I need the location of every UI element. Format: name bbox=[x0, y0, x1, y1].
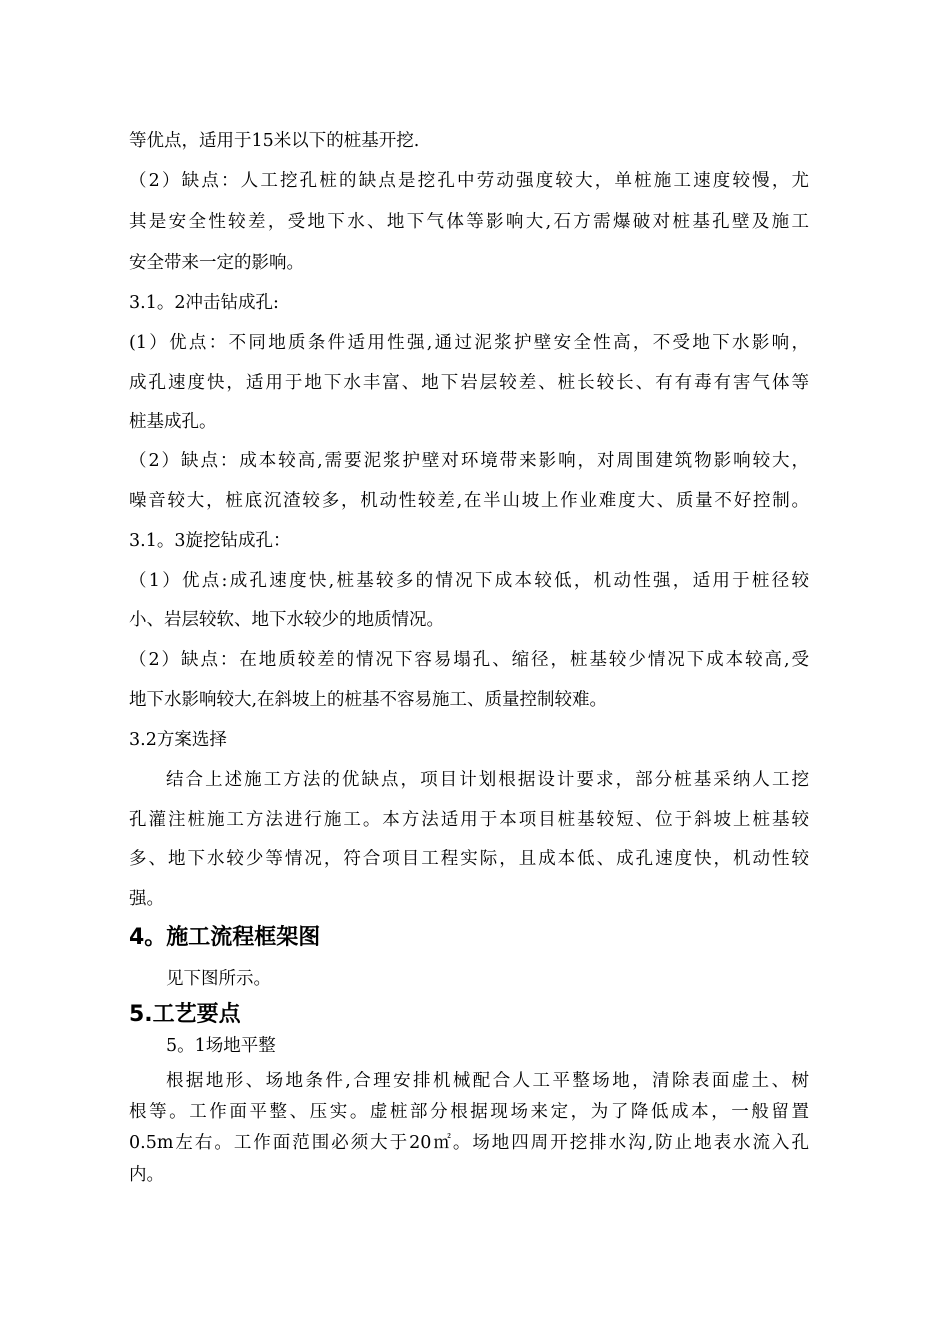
chapter-heading: 5.工艺要点 bbox=[129, 1002, 241, 1027]
paragraph-line: 桩基成孔。 bbox=[129, 412, 217, 432]
paragraph-line: 强。 bbox=[129, 889, 164, 909]
section-heading: 3.2方案选择 bbox=[129, 730, 227, 750]
paragraph-line: 成孔速度快，适用于地下水丰富、地下岩层较差、桩长较长、有有毒有害气体等 bbox=[129, 373, 809, 393]
paragraph-line: 孔灌注桩施工方法进行施工。本方法适用于本项目桩基较短、位于斜坡上桩基较 bbox=[129, 810, 809, 830]
paragraph-line: (1）优点：不同地质条件适用性强,通过泥浆护壁安全性高，不受地下水影响， bbox=[129, 333, 809, 353]
paragraph-line: 小、岩层较软、地下水较少的地质情况。 bbox=[129, 610, 444, 630]
paragraph-line: （2）缺点：人工挖孔桩的缺点是挖孔中劳动强度较大，单桩施工速度较慢，尤 bbox=[129, 171, 809, 191]
paragraph-line: 等优点，适用于15米以下的桩基开挖. bbox=[129, 131, 420, 151]
paragraph-line: 多、地下水较少等情况，符合项目工程实际，且成本低、成孔速度快，机动性较 bbox=[129, 849, 809, 869]
paragraph-line: 根等。工作面平整、压实。虚桩部分根据现场来定，为了降低成本，一般留置 bbox=[129, 1102, 809, 1122]
paragraph-line: 0.5m左右。工作面范围必须大于20㎡。场地四周开挖排水沟,防止地表水流入孔 bbox=[129, 1133, 809, 1153]
section-heading: 3.1。2冲击钻成孔: bbox=[129, 293, 279, 313]
paragraph-line: （2）缺点：在地质较差的情况下容易塌孔、缩径，桩基较少情况下成本较高,受 bbox=[129, 650, 809, 670]
paragraph-line: 见下图所示。 bbox=[166, 969, 271, 989]
paragraph-line: 其是安全性较差，受地下水、地下气体等影响大,石方需爆破对桩基孔壁及施工 bbox=[129, 212, 809, 232]
section-heading: 3.1。3旋挖钻成孔： bbox=[129, 531, 291, 551]
section-heading: 5。1场地平整 bbox=[166, 1036, 276, 1056]
paragraph-line: 地下水影响较大,在斜坡上的桩基不容易施工、质量控制较难。 bbox=[129, 690, 608, 710]
chapter-heading: 4。施工流程框架图 bbox=[129, 925, 321, 950]
paragraph-line: （1）优点:成孔速度快,桩基较多的情况下成本较低，机动性强，适用于桩径较 bbox=[129, 571, 809, 591]
paragraph-line: 结合上述施工方法的优缺点，项目计划根据设计要求，部分桩基采纳人工挖 bbox=[166, 770, 809, 790]
paragraph-line: 噪音较大，桩底沉渣较多，机动性较差,在半山坡上作业难度大、质量不好控制。 bbox=[129, 491, 809, 511]
paragraph-line: 内。 bbox=[129, 1165, 164, 1185]
paragraph-line: 根据地形、场地条件,合理安排机械配合人工平整场地，清除表面虚土、树 bbox=[166, 1071, 809, 1091]
paragraph-line: （2）缺点：成本较高,需要泥浆护壁对环境带来影响，对周围建筑物影响较大， bbox=[129, 451, 809, 471]
paragraph-line: 安全带来一定的影响。 bbox=[129, 253, 304, 273]
